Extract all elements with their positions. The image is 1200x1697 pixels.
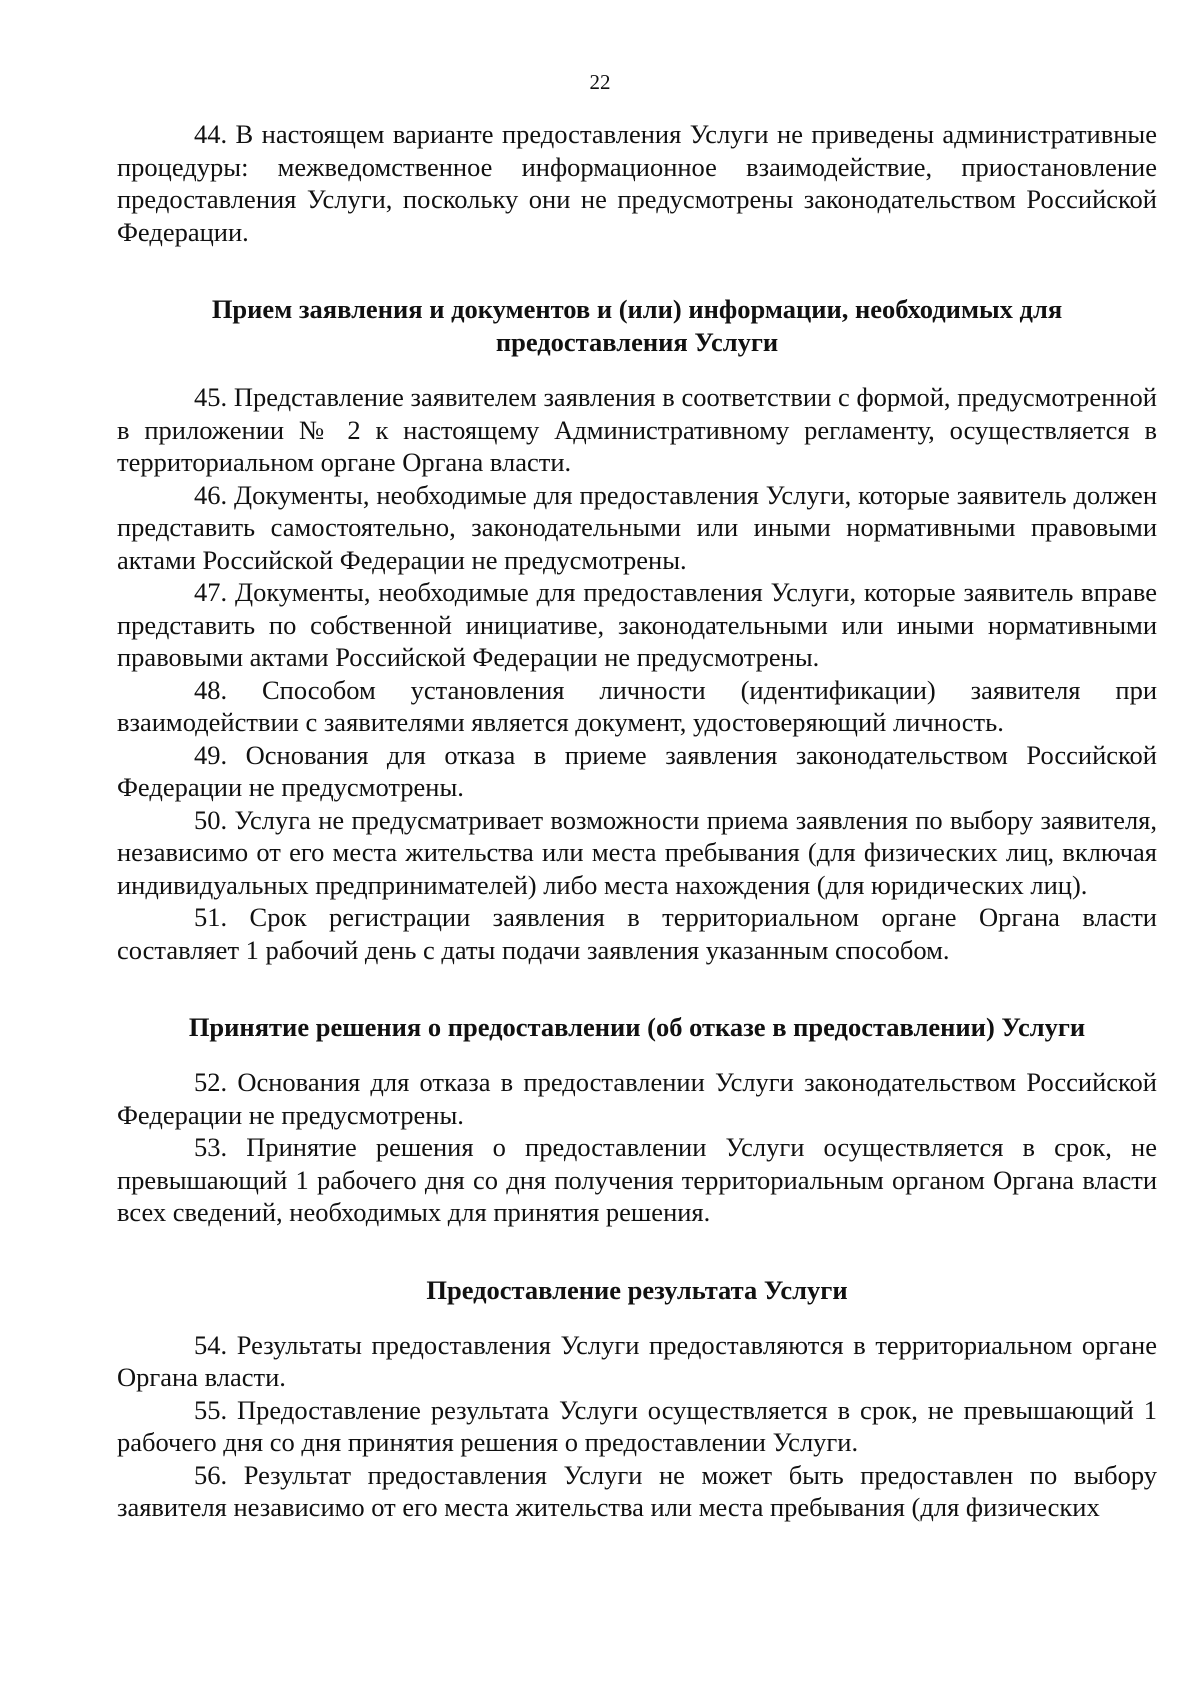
- heading-line-1: Прием заявления и документов и (или) информации, необходимых для: [211, 294, 1063, 324]
- paragraph-46: 46. Документы, необходимые для предоставления Услуги, которые заявитель должен представить самостоятельно, законодательными или иными нормативными правовыми актами Российской Федерации не предусмотрены.: [117, 479, 1157, 575]
- paragraph-48: 48. Способом установления личности (идентификации) заявителя при взаимодействии с заявителями является документ, удостоверяющий личность.: [117, 674, 1157, 737]
- section-heading-result: Предоставление результата Услуги: [426, 1274, 848, 1305]
- paragraph-50: 50. Услуга не предусматривает возможности приема заявления по выбору заявителя, независимо от его места жительства или места пребывания (для физических лиц, включая индивидуальных предпринимателей) либо места нахождения (для юридических лиц).: [117, 804, 1157, 900]
- heading-line-2: предоставления Услуги: [495, 327, 779, 357]
- paragraph-47: 47. Документы, необходимые для предоставления Услуги, которые заявитель вправе представить по собственной инициативе, законодательными или иными нормативными правовыми актами Российской Федерации не предусмотрены.: [117, 577, 1157, 672]
- section-heading-reception: [117, 293, 1157, 359]
- paragraph-56: 56. Результат предоставления Услуги не может быть предоставлен по выбору заявителя независимо от его места жительства или места пребывания (для физических: [117, 1459, 1157, 1522]
- paragraph-55: 55. Предоставление результата Услуги осуществляется в срок, не превышающий 1 рабочего дня со дня принятия решения о предоставлении Услуги.: [117, 1394, 1157, 1457]
- paragraph-51: 51. Срок регистрации заявления в территориальном органе Органа власти составляет 1 рабочий день с даты подачи заявления указанным способом.: [117, 902, 1157, 965]
- paragraph-53: 53. Принятие решения о предоставлении Услуги осуществляется в срок, не превышающий 1 рабочего дня со дня получения территориальным органом Органа власти всех сведений, необходимых для принятия решения.: [117, 1132, 1157, 1227]
- paragraph-54: 54. Результаты предоставления Услуги предоставляются в территориальном органе Органа власти.: [117, 1329, 1157, 1392]
- paragraph-52: 52. Основания для отказа в предоставлении Услуги законодательством Российской Федерации не предусмотрены.: [117, 1067, 1157, 1130]
- page-number: 22: [589, 70, 611, 94]
- paragraph-49: 49. Основания для отказа в приеме заявления законодательством Российской Федерации не предусмотрены.: [117, 739, 1157, 802]
- section-heading-decision: Принятие решения о предоставлении (об отказе в предоставлении) Услуги: [188, 1012, 1086, 1042]
- document-body: [117, 118, 1157, 1524]
- paragraph-44: 44. В настоящем варианте предоставления Услуги не приведены административные процедуры: межведомственное информационное взаимодействие, приостановление предоставления Услуги, поскольку они не предусмотрены законодательством Российской Федерации.: [117, 119, 1157, 247]
- paragraph-45: 45. Представление заявителем заявления в соответствии с формой, предусмотренной в приложении № 2 к настоящему Административному регламенту, осуществляется в территориальном органе Органа власти.: [117, 382, 1157, 477]
